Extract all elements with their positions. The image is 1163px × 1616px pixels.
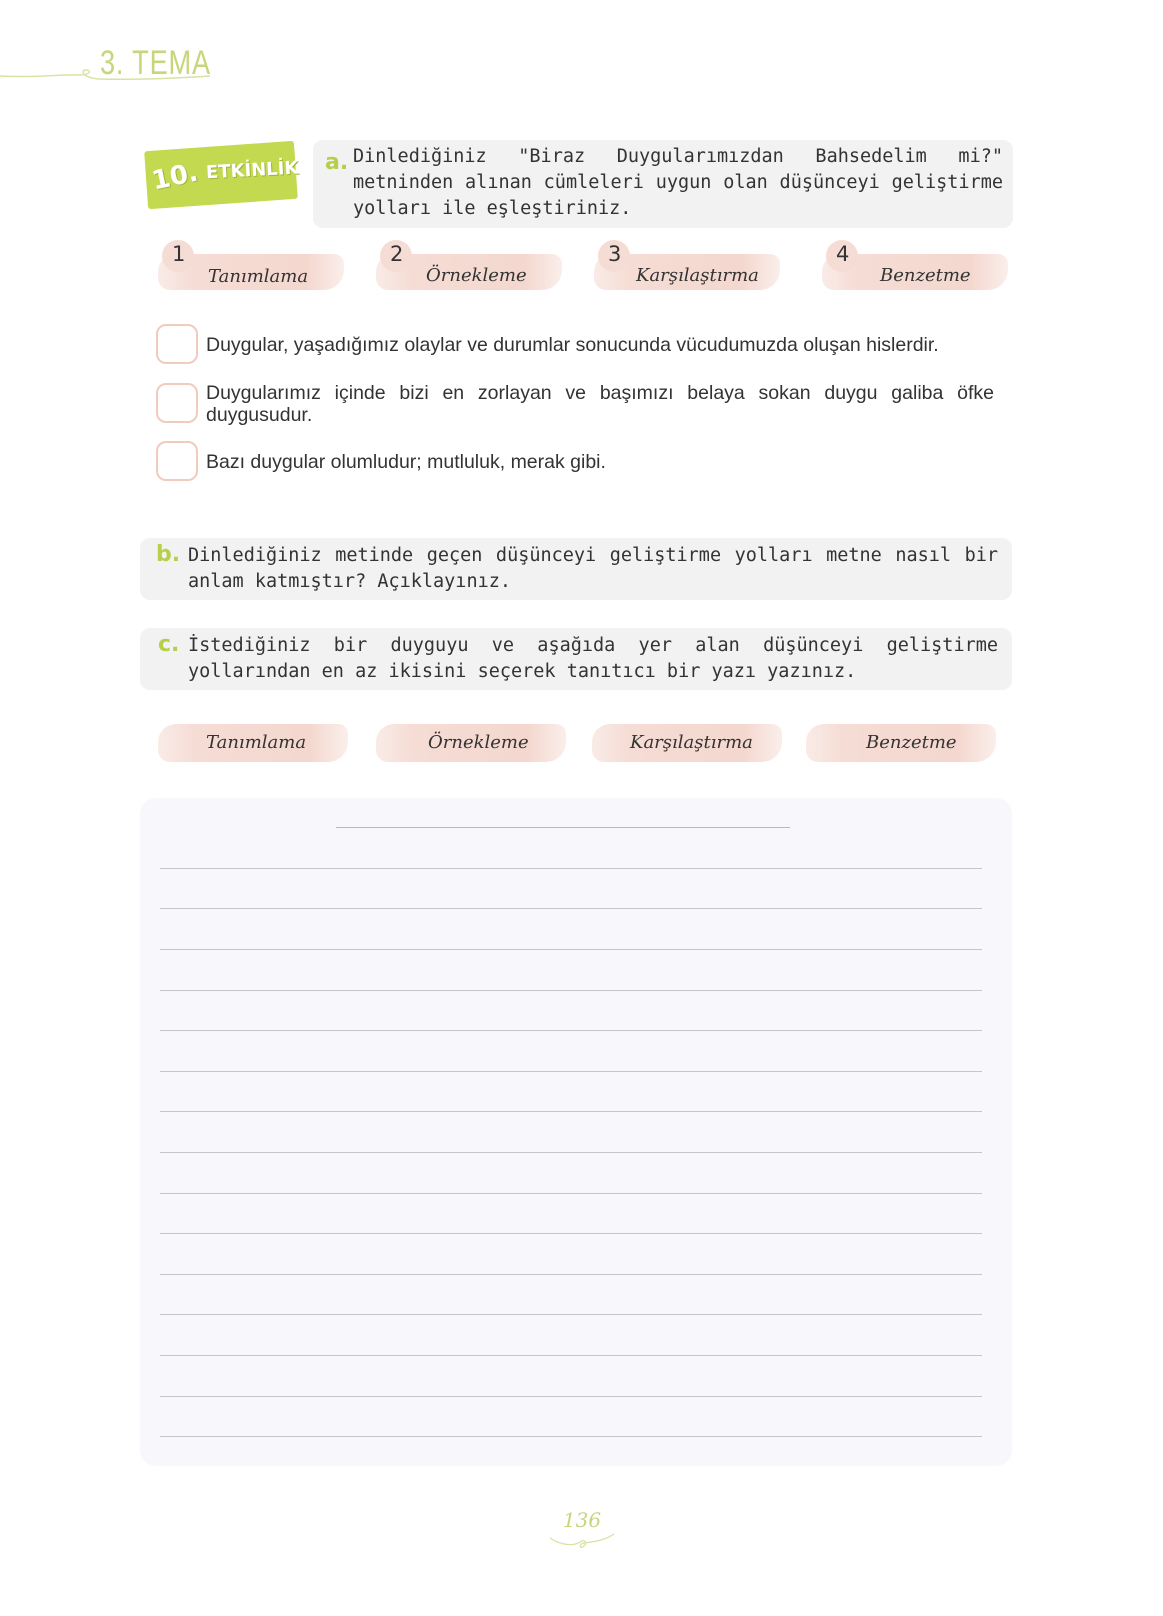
- part-a-instruction: Dinlediğiniz "Biraz Duygularımızdan Bahsedelim mi?" metninden alınan cümleleri uygun olan düşünceyi geliştirme yolları ile eşleştiriniz.: [353, 146, 1003, 219]
- part-b-letter: b.: [156, 542, 181, 567]
- writing-line[interactable]: [160, 1193, 982, 1194]
- part-a-option-3: [592, 238, 782, 298]
- answer-box-1[interactable]: [156, 324, 198, 364]
- writing-line[interactable]: [160, 1233, 982, 1234]
- part-c-option-2: [376, 724, 566, 764]
- part-c-question-box: [140, 628, 1012, 690]
- writing-line[interactable]: [160, 1436, 982, 1437]
- part-c-option-3: [592, 724, 782, 764]
- writing-line[interactable]: [160, 1071, 982, 1072]
- page-number: 136: [562, 1508, 602, 1532]
- part-a-option-1: [156, 238, 346, 298]
- writing-area[interactable]: [140, 798, 1012, 1466]
- activity-number: 10.: [149, 157, 201, 197]
- sentence-2: Duygularımız içinde bizi en zorlayan ve başımızı belaya sokan duygu galiba öfke duygusudur.: [206, 382, 994, 426]
- answer-box-3[interactable]: [156, 441, 198, 481]
- part-c-option-1: [158, 724, 348, 764]
- writing-line[interactable]: [160, 990, 982, 991]
- part-a-option-4: [820, 238, 1010, 298]
- part-c-letter: c.: [158, 632, 180, 657]
- option-label: Benzetme: [880, 265, 971, 286]
- part-c-instruction: İstediğiniz bir duyguyu ve aşağıda yer alan düşünceyi geliştirme yollarından en az ikisini seçerek tanıtıcı bir yazı yazınız.: [188, 635, 998, 682]
- option-label: Karşılaştırma: [630, 732, 753, 753]
- writing-line[interactable]: [160, 1030, 982, 1031]
- option-label: Örnekleme: [428, 732, 529, 753]
- writing-line[interactable]: [160, 1111, 982, 1112]
- part-c-option-4: [806, 724, 996, 764]
- option-number: 4: [836, 242, 850, 266]
- answer-box-2[interactable]: [156, 383, 198, 423]
- writing-line[interactable]: [160, 1152, 982, 1153]
- writing-line[interactable]: [160, 1314, 982, 1315]
- option-label: Tanımlama: [208, 266, 309, 287]
- option-label: Tanımlama: [206, 732, 307, 753]
- writing-line[interactable]: [160, 949, 982, 950]
- page-number-swirl-decoration: [548, 1530, 618, 1554]
- sentence-3: Bazı duygular olumludur; mutluluk, merak gibi.: [206, 451, 606, 473]
- part-a-letter: a.: [325, 150, 349, 175]
- option-number: 2: [390, 242, 404, 266]
- sentence-1: Duygular, yaşadığımız olaylar ve durumlar sonucunda vücudumuzda oluşan hislerdir.: [206, 334, 939, 356]
- writing-title-line[interactable]: [336, 827, 790, 828]
- writing-line[interactable]: [160, 908, 982, 909]
- activity-badge: [140, 142, 302, 212]
- option-number: 3: [608, 242, 622, 266]
- option-label: Örnekleme: [426, 265, 527, 286]
- option-number: 1: [172, 242, 186, 266]
- option-label: Karşılaştırma: [636, 265, 759, 286]
- writing-line[interactable]: [160, 1355, 982, 1356]
- theme-title: 3. TEMA: [100, 44, 211, 82]
- option-label: Benzetme: [866, 732, 957, 753]
- part-b-instruction: Dinlediğiniz metinde geçen düşünceyi geliştirme yolları metne nasıl bir anlam katmıştır? Açıklayınız.: [188, 545, 998, 592]
- activity-label: ETKİNLİK: [205, 157, 299, 184]
- writing-line[interactable]: [160, 868, 982, 869]
- part-a-option-2: [374, 238, 564, 298]
- part-b-question-box: [140, 538, 1012, 600]
- writing-line[interactable]: [160, 1396, 982, 1397]
- part-a-question-box: [313, 140, 1013, 228]
- writing-line[interactable]: [160, 1274, 982, 1275]
